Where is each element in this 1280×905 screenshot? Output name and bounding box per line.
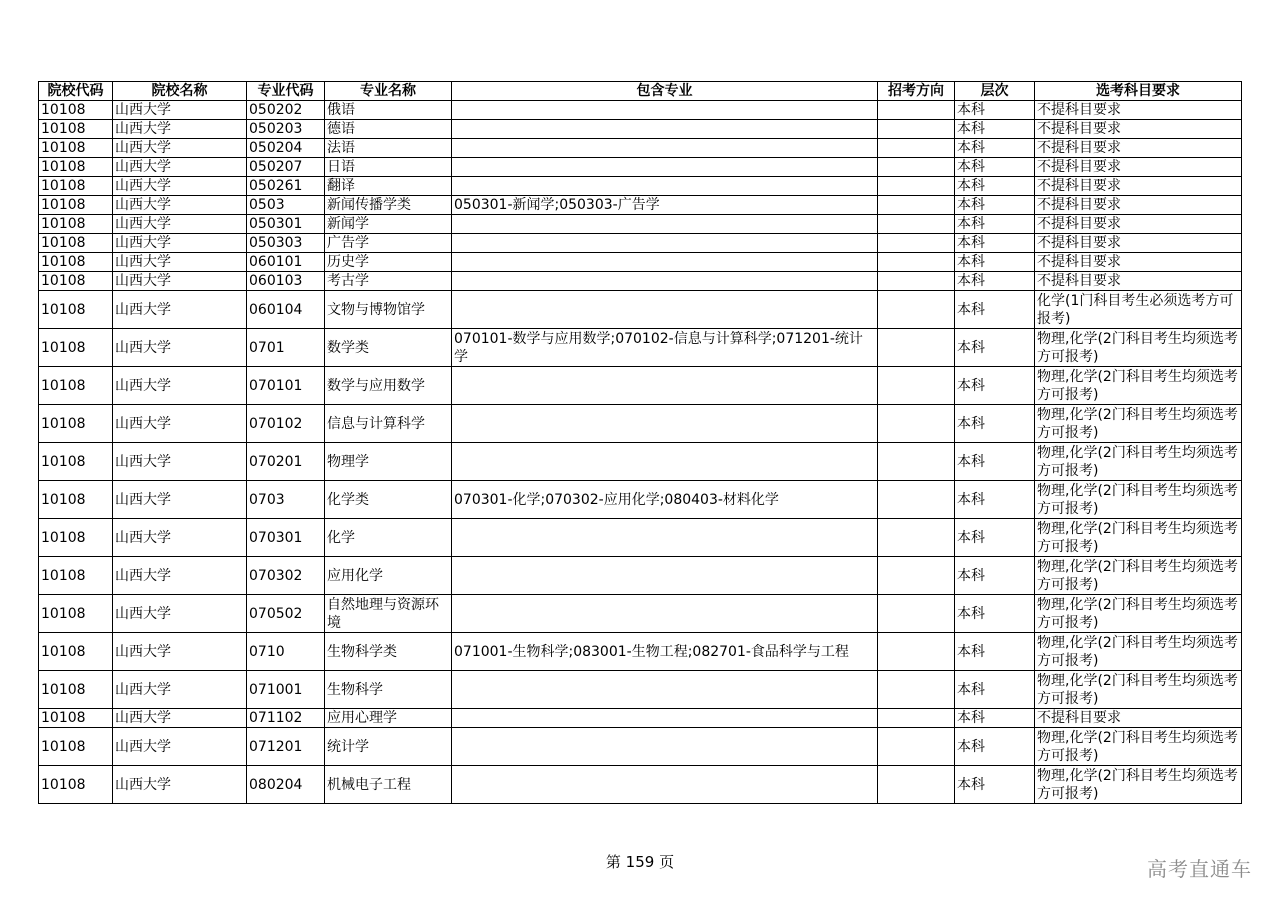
cell-level: 本科 bbox=[955, 177, 1035, 196]
cell-school-code: 10108 bbox=[39, 728, 113, 766]
cell-major-name: 生物科学类 bbox=[325, 633, 452, 671]
cell-major-code: 050261 bbox=[247, 177, 325, 196]
cell-major-name: 机械电子工程 bbox=[325, 766, 452, 804]
cell-subject-requirements: 不提科目要求 bbox=[1035, 196, 1242, 215]
cell-school-name: 山西大学 bbox=[113, 158, 247, 177]
cell-school-name: 山西大学 bbox=[113, 177, 247, 196]
cell-level: 本科 bbox=[955, 367, 1035, 405]
cell-school-name: 山西大学 bbox=[113, 557, 247, 595]
cell-school-code: 10108 bbox=[39, 709, 113, 728]
cell-subject-requirements: 化学(1门科目考生必须选考方可报考) bbox=[1035, 291, 1242, 329]
cell-school-code: 10108 bbox=[39, 177, 113, 196]
table-row bbox=[39, 139, 1242, 158]
cell-school-name: 山西大学 bbox=[113, 519, 247, 557]
cell-school-name: 山西大学 bbox=[113, 728, 247, 766]
cell-major-code: 060104 bbox=[247, 291, 325, 329]
cell-major-name: 信息与计算科学 bbox=[325, 405, 452, 443]
cell-direction bbox=[878, 367, 955, 405]
cell-major-code: 070301 bbox=[247, 519, 325, 557]
cell-included-majors bbox=[452, 177, 878, 196]
cell-major-code: 071102 bbox=[247, 709, 325, 728]
table-row bbox=[39, 272, 1242, 291]
cell-level: 本科 bbox=[955, 443, 1035, 481]
cell-level: 本科 bbox=[955, 139, 1035, 158]
cell-included-majors bbox=[452, 519, 878, 557]
table-row bbox=[39, 557, 1242, 595]
cell-subject-requirements: 物理,化学(2门科目考生均须选考方可报考) bbox=[1035, 766, 1242, 804]
cell-level: 本科 bbox=[955, 101, 1035, 120]
cell-direction bbox=[878, 253, 955, 272]
table-row bbox=[39, 519, 1242, 557]
cell-school-name: 山西大学 bbox=[113, 766, 247, 804]
cell-school-name: 山西大学 bbox=[113, 139, 247, 158]
table-row bbox=[39, 329, 1242, 367]
cell-level: 本科 bbox=[955, 272, 1035, 291]
cell-included-majors bbox=[452, 709, 878, 728]
cell-major-name: 应用心理学 bbox=[325, 709, 452, 728]
cell-included-majors: 070101-数学与应用数学;070102-信息与计算科学;071201-统计学 bbox=[452, 329, 878, 367]
cell-major-name: 统计学 bbox=[325, 728, 452, 766]
cell-major-name: 生物科学 bbox=[325, 671, 452, 709]
header-level: 层次 bbox=[955, 82, 1035, 101]
cell-school-code: 10108 bbox=[39, 196, 113, 215]
cell-school-name: 山西大学 bbox=[113, 196, 247, 215]
cell-major-name: 俄语 bbox=[325, 101, 452, 120]
cell-school-name: 山西大学 bbox=[113, 291, 247, 329]
table-row bbox=[39, 671, 1242, 709]
watermark: 高考直通车 bbox=[1147, 857, 1252, 881]
cell-major-code: 070101 bbox=[247, 367, 325, 405]
cell-major-code: 0503 bbox=[247, 196, 325, 215]
cell-major-name: 自然地理与资源环境 bbox=[325, 595, 452, 633]
cell-school-name: 山西大学 bbox=[113, 215, 247, 234]
cell-major-code: 0710 bbox=[247, 633, 325, 671]
cell-included-majors: 050301-新闻学;050303-广告学 bbox=[452, 196, 878, 215]
table-row bbox=[39, 633, 1242, 671]
cell-major-name: 考古学 bbox=[325, 272, 452, 291]
cell-major-code: 071001 bbox=[247, 671, 325, 709]
cell-subject-requirements: 物理,化学(2门科目考生均须选考方可报考) bbox=[1035, 671, 1242, 709]
cell-major-code: 050203 bbox=[247, 120, 325, 139]
cell-subject-requirements: 不提科目要求 bbox=[1035, 120, 1242, 139]
cell-level: 本科 bbox=[955, 120, 1035, 139]
cell-subject-requirements: 不提科目要求 bbox=[1035, 215, 1242, 234]
cell-major-code: 070201 bbox=[247, 443, 325, 481]
cell-major-name: 新闻学 bbox=[325, 215, 452, 234]
cell-included-majors bbox=[452, 120, 878, 139]
cell-direction bbox=[878, 329, 955, 367]
cell-included-majors bbox=[452, 671, 878, 709]
cell-subject-requirements: 不提科目要求 bbox=[1035, 158, 1242, 177]
cell-level: 本科 bbox=[955, 481, 1035, 519]
table-row bbox=[39, 405, 1242, 443]
cell-subject-requirements: 不提科目要求 bbox=[1035, 234, 1242, 253]
header-major-code: 专业代码 bbox=[247, 82, 325, 101]
cell-direction bbox=[878, 101, 955, 120]
cell-included-majors bbox=[452, 158, 878, 177]
cell-subject-requirements: 不提科目要求 bbox=[1035, 253, 1242, 272]
cell-school-code: 10108 bbox=[39, 101, 113, 120]
cell-direction bbox=[878, 120, 955, 139]
table-header-row bbox=[39, 82, 1242, 101]
cell-subject-requirements: 不提科目要求 bbox=[1035, 709, 1242, 728]
cell-school-name: 山西大学 bbox=[113, 120, 247, 139]
cell-direction bbox=[878, 766, 955, 804]
cell-school-name: 山西大学 bbox=[113, 272, 247, 291]
table-row bbox=[39, 728, 1242, 766]
cell-direction bbox=[878, 633, 955, 671]
cell-level: 本科 bbox=[955, 709, 1035, 728]
cell-included-majors bbox=[452, 728, 878, 766]
cell-subject-requirements: 物理,化学(2门科目考生均须选考方可报考) bbox=[1035, 557, 1242, 595]
cell-subject-requirements: 物理,化学(2门科目考生均须选考方可报考) bbox=[1035, 728, 1242, 766]
cell-included-majors bbox=[452, 595, 878, 633]
cell-subject-requirements: 物理,化学(2门科目考生均须选考方可报考) bbox=[1035, 481, 1242, 519]
page-number: 第 159 页 bbox=[605, 853, 675, 871]
cell-level: 本科 bbox=[955, 291, 1035, 329]
cell-school-code: 10108 bbox=[39, 557, 113, 595]
cell-direction bbox=[878, 709, 955, 728]
cell-level: 本科 bbox=[955, 329, 1035, 367]
cell-level: 本科 bbox=[955, 595, 1035, 633]
cell-included-majors bbox=[452, 291, 878, 329]
cell-major-code: 0701 bbox=[247, 329, 325, 367]
cell-level: 本科 bbox=[955, 633, 1035, 671]
cell-direction bbox=[878, 728, 955, 766]
cell-major-name: 翻译 bbox=[325, 177, 452, 196]
cell-school-code: 10108 bbox=[39, 519, 113, 557]
cell-included-majors bbox=[452, 405, 878, 443]
table-row bbox=[39, 101, 1242, 120]
cell-direction bbox=[878, 196, 955, 215]
cell-major-code: 070102 bbox=[247, 405, 325, 443]
cell-major-code: 050301 bbox=[247, 215, 325, 234]
cell-school-name: 山西大学 bbox=[113, 443, 247, 481]
cell-subject-requirements: 物理,化学(2门科目考生均须选考方可报考) bbox=[1035, 329, 1242, 367]
cell-level: 本科 bbox=[955, 766, 1035, 804]
cell-included-majors bbox=[452, 234, 878, 253]
cell-major-name: 物理学 bbox=[325, 443, 452, 481]
cell-level: 本科 bbox=[955, 253, 1035, 272]
cell-subject-requirements: 物理,化学(2门科目考生均须选考方可报考) bbox=[1035, 443, 1242, 481]
cell-major-name: 化学 bbox=[325, 519, 452, 557]
cell-school-code: 10108 bbox=[39, 766, 113, 804]
cell-major-code: 050207 bbox=[247, 158, 325, 177]
cell-included-majors bbox=[452, 272, 878, 291]
cell-subject-requirements: 物理,化学(2门科目考生均须选考方可报考) bbox=[1035, 633, 1242, 671]
cell-school-code: 10108 bbox=[39, 272, 113, 291]
cell-school-name: 山西大学 bbox=[113, 329, 247, 367]
cell-major-code: 070302 bbox=[247, 557, 325, 595]
cell-major-code: 060101 bbox=[247, 253, 325, 272]
cell-direction bbox=[878, 158, 955, 177]
cell-major-code: 050303 bbox=[247, 234, 325, 253]
cell-subject-requirements: 不提科目要求 bbox=[1035, 139, 1242, 158]
table-row bbox=[39, 158, 1242, 177]
table-row bbox=[39, 253, 1242, 272]
header-included-majors: 包含专业 bbox=[452, 82, 878, 101]
cell-subject-requirements: 不提科目要求 bbox=[1035, 177, 1242, 196]
cell-major-name: 应用化学 bbox=[325, 557, 452, 595]
cell-school-name: 山西大学 bbox=[113, 367, 247, 405]
cell-school-name: 山西大学 bbox=[113, 671, 247, 709]
cell-direction bbox=[878, 405, 955, 443]
cell-direction bbox=[878, 291, 955, 329]
table-row bbox=[39, 709, 1242, 728]
cell-level: 本科 bbox=[955, 405, 1035, 443]
table-row bbox=[39, 196, 1242, 215]
cell-school-name: 山西大学 bbox=[113, 405, 247, 443]
cell-included-majors bbox=[452, 443, 878, 481]
header-major-name: 专业名称 bbox=[325, 82, 452, 101]
cell-level: 本科 bbox=[955, 557, 1035, 595]
cell-major-name: 德语 bbox=[325, 120, 452, 139]
cell-school-name: 山西大学 bbox=[113, 234, 247, 253]
cell-school-code: 10108 bbox=[39, 158, 113, 177]
cell-included-majors bbox=[452, 101, 878, 120]
cell-school-code: 10108 bbox=[39, 633, 113, 671]
cell-school-name: 山西大学 bbox=[113, 595, 247, 633]
cell-major-name: 数学与应用数学 bbox=[325, 367, 452, 405]
cell-school-code: 10108 bbox=[39, 291, 113, 329]
header-direction: 招考方向 bbox=[878, 82, 955, 101]
cell-school-code: 10108 bbox=[39, 253, 113, 272]
cell-level: 本科 bbox=[955, 215, 1035, 234]
table-row bbox=[39, 177, 1242, 196]
cell-school-code: 10108 bbox=[39, 405, 113, 443]
cell-direction bbox=[878, 272, 955, 291]
table-row bbox=[39, 291, 1242, 329]
cell-major-name: 新闻传播学类 bbox=[325, 196, 452, 215]
table-row bbox=[39, 481, 1242, 519]
cell-included-majors bbox=[452, 766, 878, 804]
cell-subject-requirements: 物理,化学(2门科目考生均须选考方可报考) bbox=[1035, 595, 1242, 633]
cell-included-majors: 071001-生物科学;083001-生物工程;082701-食品科学与工程 bbox=[452, 633, 878, 671]
cell-major-name: 历史学 bbox=[325, 253, 452, 272]
cell-included-majors: 070301-化学;070302-应用化学;080403-材料化学 bbox=[452, 481, 878, 519]
cell-direction bbox=[878, 519, 955, 557]
cell-school-code: 10108 bbox=[39, 367, 113, 405]
cell-included-majors bbox=[452, 557, 878, 595]
cell-school-name: 山西大学 bbox=[113, 633, 247, 671]
cell-direction bbox=[878, 177, 955, 196]
header-school-name: 院校名称 bbox=[113, 82, 247, 101]
table-row bbox=[39, 595, 1242, 633]
cell-school-name: 山西大学 bbox=[113, 709, 247, 728]
cell-direction bbox=[878, 215, 955, 234]
cell-direction bbox=[878, 595, 955, 633]
cell-school-code: 10108 bbox=[39, 443, 113, 481]
header-subject-requirements: 选考科目要求 bbox=[1035, 82, 1242, 101]
cell-school-code: 10108 bbox=[39, 671, 113, 709]
cell-school-code: 10108 bbox=[39, 139, 113, 158]
cell-included-majors bbox=[452, 215, 878, 234]
cell-subject-requirements: 物理,化学(2门科目考生均须选考方可报考) bbox=[1035, 519, 1242, 557]
cell-major-name: 文物与博物馆学 bbox=[325, 291, 452, 329]
cell-school-code: 10108 bbox=[39, 234, 113, 253]
cell-included-majors bbox=[452, 253, 878, 272]
cell-level: 本科 bbox=[955, 196, 1035, 215]
cell-direction bbox=[878, 481, 955, 519]
cell-major-name: 日语 bbox=[325, 158, 452, 177]
cell-level: 本科 bbox=[955, 671, 1035, 709]
cell-major-name: 数学类 bbox=[325, 329, 452, 367]
cell-school-code: 10108 bbox=[39, 595, 113, 633]
cell-direction bbox=[878, 557, 955, 595]
admissions-table bbox=[38, 81, 1242, 804]
cell-subject-requirements: 物理,化学(2门科目考生均须选考方可报考) bbox=[1035, 405, 1242, 443]
table-row bbox=[39, 443, 1242, 481]
cell-major-name: 广告学 bbox=[325, 234, 452, 253]
cell-school-name: 山西大学 bbox=[113, 481, 247, 519]
cell-school-code: 10108 bbox=[39, 215, 113, 234]
cell-included-majors bbox=[452, 367, 878, 405]
cell-subject-requirements: 不提科目要求 bbox=[1035, 101, 1242, 120]
cell-level: 本科 bbox=[955, 234, 1035, 253]
cell-level: 本科 bbox=[955, 519, 1035, 557]
cell-major-code: 080204 bbox=[247, 766, 325, 804]
cell-major-code: 0703 bbox=[247, 481, 325, 519]
cell-major-code: 071201 bbox=[247, 728, 325, 766]
table-body bbox=[39, 101, 1242, 804]
cell-direction bbox=[878, 671, 955, 709]
cell-major-code: 060103 bbox=[247, 272, 325, 291]
cell-subject-requirements: 物理,化学(2门科目考生均须选考方可报考) bbox=[1035, 367, 1242, 405]
cell-major-code: 050204 bbox=[247, 139, 325, 158]
table-row bbox=[39, 234, 1242, 253]
cell-school-code: 10108 bbox=[39, 481, 113, 519]
cell-direction bbox=[878, 139, 955, 158]
table-row bbox=[39, 766, 1242, 804]
cell-major-code: 050202 bbox=[247, 101, 325, 120]
cell-school-code: 10108 bbox=[39, 120, 113, 139]
table-row bbox=[39, 120, 1242, 139]
header-school-code: 院校代码 bbox=[39, 82, 113, 101]
cell-major-code: 070502 bbox=[247, 595, 325, 633]
table-row bbox=[39, 367, 1242, 405]
cell-direction bbox=[878, 443, 955, 481]
table-row bbox=[39, 215, 1242, 234]
cell-subject-requirements: 不提科目要求 bbox=[1035, 272, 1242, 291]
cell-major-name: 法语 bbox=[325, 139, 452, 158]
cell-direction bbox=[878, 234, 955, 253]
cell-school-name: 山西大学 bbox=[113, 101, 247, 120]
cell-level: 本科 bbox=[955, 728, 1035, 766]
cell-level: 本科 bbox=[955, 158, 1035, 177]
cell-major-name: 化学类 bbox=[325, 481, 452, 519]
cell-included-majors bbox=[452, 139, 878, 158]
cell-school-code: 10108 bbox=[39, 329, 113, 367]
cell-school-name: 山西大学 bbox=[113, 253, 247, 272]
